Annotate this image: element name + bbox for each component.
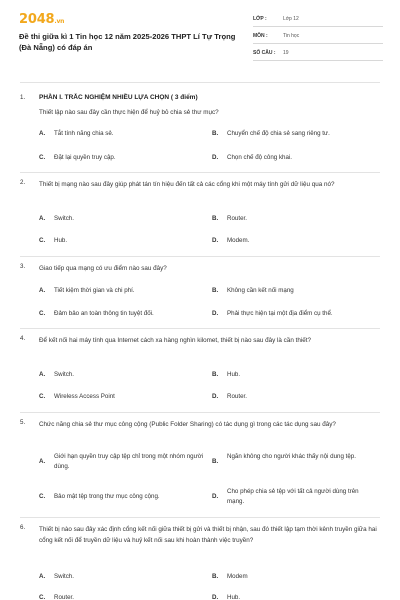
option-text: Cho phép chia sẻ tệp với tất cả người dùng trên mạng. — [227, 488, 359, 505]
option-letter: B. — [212, 573, 219, 580]
option-letter: A. — [39, 130, 46, 137]
option[interactable] — [39, 487, 209, 509]
option-text: Hub. — [227, 371, 241, 378]
question-number: 6. — [20, 524, 26, 531]
meta-key: SỐ CÂU : — [253, 50, 276, 56]
question-number: 2. — [20, 179, 26, 186]
option[interactable] — [212, 129, 382, 141]
option[interactable] — [212, 392, 382, 404]
option[interactable] — [212, 487, 382, 509]
meta-value: Lớp 12 — [283, 16, 299, 22]
option-text: Chọn chế độ công khai. — [227, 154, 293, 161]
option-text: Không cần kết nối mạng — [227, 287, 294, 294]
option[interactable] — [212, 214, 382, 226]
header — [0, 0, 400, 80]
option-letter: A. — [39, 371, 46, 378]
option[interactable] — [212, 236, 382, 248]
option-letter: A. — [39, 458, 46, 465]
meta-row-subject — [253, 29, 383, 44]
divider — [20, 82, 380, 83]
option-text: Chuyển chế độ chia sẻ sang riêng tư. — [227, 130, 330, 137]
option-letter: D. — [212, 393, 219, 400]
option[interactable] — [39, 370, 209, 382]
option-letter: B. — [212, 130, 219, 137]
divider — [20, 517, 380, 518]
meta-key: LỚP : — [253, 16, 267, 22]
option[interactable] — [39, 593, 209, 600]
option-text: Phải thực hiện tại một địa điểm cụ thể. — [227, 310, 333, 317]
option[interactable] — [212, 309, 382, 321]
question-number: 5. — [20, 419, 26, 426]
option-text: Router. — [227, 393, 247, 400]
option[interactable] — [39, 452, 209, 474]
option-letter: D. — [212, 154, 219, 161]
question-number: 4. — [20, 335, 26, 342]
option-text: Router. — [227, 215, 247, 222]
question-text: Để kết nối hai máy tính qua Internet cách xa hàng nghìn kilomet, thiết bị nào sau đây là cần thiết? — [39, 337, 311, 344]
option-text: Modem — [227, 573, 248, 580]
option-letter: B. — [212, 458, 219, 465]
option[interactable] — [212, 593, 382, 600]
question-number: 1. — [20, 94, 26, 101]
option-text: Tắt tính năng chia sẻ. — [54, 130, 114, 137]
option[interactable] — [212, 286, 382, 298]
option-text: Đặt lại quyền truy cập. — [54, 154, 116, 161]
option[interactable] — [39, 309, 209, 321]
divider — [20, 172, 380, 173]
option-text: Tiết kiệm thời gian và chi phí. — [54, 287, 135, 294]
option-letter: C. — [39, 310, 46, 317]
meta-value: 19 — [283, 50, 289, 56]
divider — [20, 412, 380, 413]
option[interactable] — [212, 370, 382, 382]
divider — [20, 328, 380, 329]
question-text: Giao tiếp qua mạng có ưu điểm nào sau đây? — [39, 265, 167, 272]
section-heading: PHẦN I. TRẮC NGHIỆM NHIỀU LỰA CHỌN ( 3 điểm) — [39, 94, 198, 101]
brand-suffix: .vn — [54, 18, 65, 25]
option-letter: A. — [39, 215, 46, 222]
option[interactable] — [39, 286, 209, 298]
option-text: Giới hạn quyền truy cập tệp chỉ trong một nhóm người dùng. — [54, 453, 204, 470]
question-text: Thiết lập nào sau đây cần thực hiện để huỷ bỏ chia sẻ thư mục? — [39, 109, 219, 116]
question-text: Chức năng chia sẻ thư mục công cộng (Public Folder Sharing) có tác dụng gì trong các tác dụng sau đây? — [39, 421, 336, 428]
divider — [20, 256, 380, 257]
option-text: Ngăn không cho người khác thấy nội dung tệp. — [227, 453, 356, 460]
option[interactable] — [39, 214, 209, 226]
option[interactable] — [212, 572, 382, 584]
option-letter: D. — [212, 310, 219, 317]
site-logo[interactable] — [19, 12, 64, 27]
option-text: Switch. — [54, 371, 74, 378]
option-letter: A. — [39, 573, 46, 580]
option-text: Hub. — [54, 237, 68, 244]
option-letter: D. — [212, 493, 219, 500]
meta-key: MÔN : — [253, 33, 268, 39]
option[interactable] — [39, 392, 209, 404]
option[interactable] — [212, 153, 382, 165]
meta-row-class — [253, 12, 383, 27]
option[interactable] — [39, 153, 209, 165]
question-text: Thiết bị mạng nào sau đây giúp phát tán tín hiệu đến tất cả các cổng khi một máy tính gửi dữ liệu qua nó? — [39, 181, 335, 188]
option-letter: C. — [39, 594, 46, 600]
option-letter: D. — [212, 594, 219, 600]
option-letter: C. — [39, 237, 46, 244]
option-text: Modem. — [227, 237, 250, 244]
option-letter: D. — [212, 237, 219, 244]
option[interactable] — [39, 129, 209, 141]
option[interactable] — [39, 236, 209, 248]
option-text: Đảm bảo an toàn thông tin tuyệt đối. — [54, 310, 154, 317]
option-text: Bảo mật tệp trong thư mục công cộng. — [54, 493, 160, 500]
option-letter: A. — [39, 287, 46, 294]
option-letter: B. — [212, 371, 219, 378]
question-number: 3. — [20, 263, 26, 270]
option-text: Router. — [54, 594, 74, 600]
brand-name: 2048 — [19, 12, 55, 27]
meta-value: Tin học — [283, 33, 300, 39]
option-letter: C. — [39, 493, 46, 500]
question-text: Thiết bị nào sau đây xác định cổng kết nối giữa thiết bị gửi và thiết bị nhận, sau đó thiết lập tạm thời kênh truyền giữa hai cổng kết nối để truyền dữ liệu và huỷ kết nối sau khi hoàn thành việc truyền? — [39, 526, 377, 544]
option[interactable] — [39, 572, 209, 584]
option-text: Hub. — [227, 594, 241, 600]
option-text: Wireless Access Point — [54, 393, 115, 400]
page-title: Đề thi giữa kì 1 Tin học 12 năm 2025-2026 THPT Lí Tự Trọng (Đà Nẵng) có đáp án — [19, 32, 236, 52]
meta-row-count — [253, 46, 383, 61]
option-letter: C. — [39, 393, 46, 400]
option-text: Switch. — [54, 215, 74, 222]
option-letter: B. — [212, 287, 219, 294]
option-letter: C. — [39, 154, 46, 161]
option[interactable] — [212, 452, 382, 474]
exam-meta — [253, 12, 383, 63]
option-letter: B. — [212, 215, 219, 222]
option-text: Switch. — [54, 573, 74, 580]
